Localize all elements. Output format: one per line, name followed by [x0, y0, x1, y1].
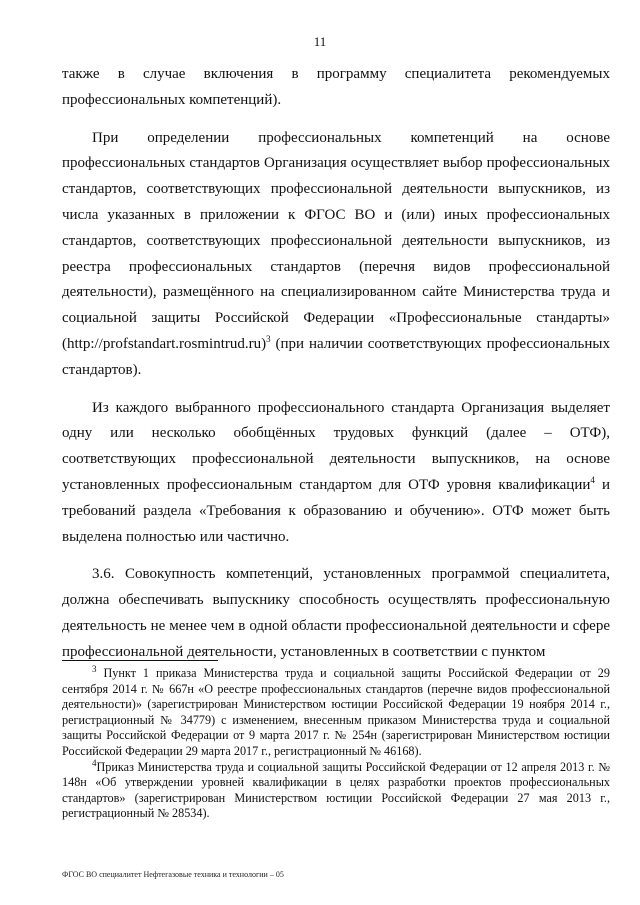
paragraph-continuation [62, 62, 610, 114]
page-footer: ФГОС ВО специалитет Нефтегазовые техника и технологии – 05 [62, 870, 284, 879]
footnote-separator [62, 660, 218, 661]
paragraph-professional-standards [62, 126, 610, 384]
footnote-reference[interactable]: 3 [266, 333, 271, 344]
body-text [62, 62, 610, 678]
paragraph-text: Из каждого выбранного профессионального стандарта Организация выделяет одну или несколько обобщённых трудовых функций (далее – ОТФ), соответствующих профессиональной деятельности выпускников, на основе установленных профессиональным стандартом для ОТФ уровня квалификации [62, 399, 610, 493]
footnote-4 [62, 757, 610, 822]
footnote-3 [62, 663, 610, 760]
paragraph-text: 3.6. Совокупность компетенций, установленных программой специалитета, должна обеспечивать выпускнику способность осуществлять профессиональную деятельность не менее чем в одной области профессиональной деятельности и сфере профессиональной деятельности, установленных в соответствии с пунктом [62, 566, 610, 660]
footnote-mark: 4 [92, 757, 97, 768]
footnote-text: Пункт 1 приказа Министерства труда и социальной защиты Российской Федерации от 29 сентября 2014 г. № 667н «О реестре профессиональных стандартов (перечне видов профессиональной деятельности)» (зарегистрирован Министерством юстиции Российской Федерации 19 ноября 2014 г., регистрационный № 34779) с изменением, внесенным приказом Министерства труда и социальной защиты Российской Федерации от 9 марта 2017 г. № 254н (зарегистрирован Министерством юстиции Российской Федерации 29 марта 2017 г., регистрационный № 46168). [62, 666, 610, 758]
page-number: 11 [313, 34, 327, 49]
paragraph-text: также в случае включения в программу специалитета рекомендуемых профессиональных компетенций). [62, 66, 610, 108]
footnote-text: Приказ Министерства труда и социальной защиты Российской Федерации от 12 апреля 2013 г. № 148н «Об утверждении уровней квалификации в целях разработки проектов профессиональных стандартов» (зарегистрирован Министерством юстиции Российской Федерации 27 мая 2013 г., регистрационный № 28534). [62, 759, 610, 821]
paragraph-3-6 [62, 562, 610, 665]
footnote-reference[interactable]: 4 [590, 474, 595, 485]
paragraph-text: При определении профессиональных компетенций на основе профессиональных стандартов Организация осуществляет выбор профессиональных стандартов, соответствующих профессиональной деятельности выпускников, из числа указанных в приложении к ФГОС ВО и (или) иных профессиональных стандартов, соответствующих профессиональной деятельности выпускников, из реестра профессиональных стандартов (перечня видов профессиональной деятельности), размещённого на специализированном сайте Министерства труда и социальной защиты Российской Федерации «Профессиональные стандарты» (http://profstandart.rosmintrud.ru) [62, 129, 610, 352]
paragraph-text-after: (при наличии соответствующих профессиональных стандартов). [62, 335, 610, 378]
paragraph-labor-functions [62, 396, 610, 551]
paragraph-text-after: и требований раздела «Требования к образованию и обучению». ОТФ может быть выделена полностью или частично. [62, 476, 610, 545]
footnotes [62, 663, 610, 822]
footnote-mark: 3 [92, 663, 97, 674]
